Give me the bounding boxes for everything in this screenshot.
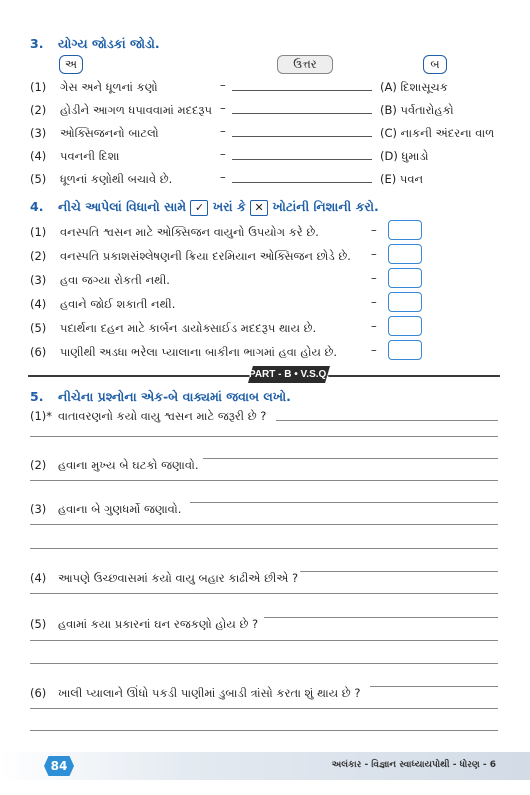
tf-answer-box[interactable] [388,292,422,312]
question-text: ખાલી પ્યાલાને ઊંધો પકડી પાણીમાં ડુબાડી ત્રાંસો કરતા શું થાય છે ? [58,686,361,700]
cross-icon: ✕ [250,200,268,216]
answer-line[interactable] [30,593,498,594]
tf-statement: વનસ્પતિ શ્વસન માટે ઓક્સિજન વાયુનો ઉપયોગ કરે છે. [60,225,319,239]
short-question [30,617,258,632]
dash-mark: – [220,101,226,115]
row-number: (3) [30,126,47,140]
question-text: વાતાવરણનો કયો વાયુ શ્વસન માટે જરૂરી છે ? [58,409,267,423]
row-number: (4) [30,297,47,311]
row-number: (4) [30,571,47,585]
row-number: (3) [30,273,47,287]
match-answer-blank[interactable] [232,90,372,91]
part-banner-label: PART - B • V.S.Q. [248,369,330,380]
q5-title: નીચેના પ્રશ્નોના એક-બે વાક્યમાં જવાબ લખો. [58,389,291,404]
match-row [30,149,119,164]
row-number: (2) [30,458,47,472]
answer-line[interactable] [30,480,498,481]
dash-mark: – [371,223,377,237]
dash-mark: – [371,343,377,357]
answer-line[interactable] [300,571,498,572]
short-question [30,458,199,473]
match-row [30,126,159,141]
tf-statement: હવા જગ્યા રોકતી નથી. [60,273,170,287]
match-left-text: ઓક્સિજનનો બાટલો [60,126,159,140]
dash-mark: – [371,247,377,261]
question-text: હવામાં કયા પ્રકારનાં ઘન રજકણો હોય છે ? [58,617,259,631]
tf-row [30,297,175,312]
row-number: (4) [30,149,47,163]
answer-line[interactable] [203,458,498,459]
match-answer-blank[interactable] [232,182,372,183]
dash-mark: – [220,170,226,184]
match-answer-blank[interactable] [232,159,372,160]
tf-statement: પદાર્થના દહન માટે કાર્બન ડાયોક્સાઈડ મદદરૂપ થાય છે. [60,321,317,335]
q4-title-pre: નીચે આપેલાં વિધાનો સામે [58,199,187,214]
q4-title-mid: ખરાં કે [212,199,246,214]
match-row [30,172,172,187]
question-text: હવાના મુખ્ય બે ઘટકો જણાવો. [58,458,199,472]
match-row [30,80,158,95]
tf-row [30,249,351,264]
tf-row [30,225,319,240]
match-answer-blank[interactable] [232,136,372,137]
tf-row [30,273,170,288]
question-text: આપણે ઉચ્છવાસમાં કયો વાયુ બહાર કાઢીએ છીએ ? [58,571,299,585]
q3-number: 3. [30,36,44,51]
match-right-text: (B) પર્વતારોહકો [380,103,454,117]
tick-icon: ✓ [190,200,208,216]
match-row [30,103,212,118]
tf-answer-box[interactable] [388,268,422,288]
answer-line[interactable] [30,640,498,641]
answer-line[interactable] [30,708,498,709]
row-number: (6) [30,686,47,700]
tf-answer-box[interactable] [388,220,422,240]
row-number: (5) [30,617,47,631]
row-number: (1) [30,80,47,94]
row-number: (5) [30,172,47,186]
q3-title: યોગ્ય જોડકાં જોડો. [58,36,160,51]
q4-heading [30,199,379,216]
page-number: 84 [50,759,68,773]
dash-mark: – [220,147,226,161]
short-question [30,571,298,586]
short-question [30,502,181,517]
match-left-text: હોડીને આગળ ધપાવવામાં મદદરૂપ [60,103,213,117]
row-number: (6) [30,345,47,359]
answer-line[interactable] [276,420,498,421]
q3-heading [30,36,160,52]
dash-mark: – [371,319,377,333]
match-left-text: પવનની દિશા [60,149,120,163]
q5-number: 5. [30,389,44,404]
row-number: (3) [30,502,47,516]
match-left-text: ધૂળનાં કણોથી બચાવે છે. [60,172,173,186]
column-b-label: બ [423,55,447,74]
footer-title: અલંકાર - વિજ્ઞાન સ્વાધ્યાયપોથી - ધોરણ - 6 [331,760,496,770]
tf-answer-box[interactable] [388,340,422,360]
answer-line[interactable] [30,524,498,525]
column-answer-label: ઉત્તર [277,55,333,74]
row-number: (2) [30,249,47,263]
tf-row [30,321,316,336]
row-number: (5) [30,321,47,335]
question-text: હવાના બે ગુણધર્મો જણાવો. [58,502,182,516]
match-answer-blank[interactable] [232,113,372,114]
dash-mark: – [371,271,377,285]
column-a-label: અ [59,55,83,74]
match-left-text: ગેસ અને ધૂળનાં કણો [60,80,158,94]
tf-statement: વનસ્પતિ પ્રકાશસંશ્લેષણની ક્રિયા દરમિયાન ઓક્સિજન છોડે છે. [60,249,351,263]
q5-heading [30,389,291,405]
tf-row [30,345,337,360]
short-question [30,409,266,424]
answer-line[interactable] [30,730,498,731]
match-right-text: (C) નાકની અંદરના વાળ [380,126,495,140]
tf-statement: પાણીથી અડધા ભરેલા પ્યાલાના બાકીના ભાગમાં હવા હોય છે. [60,345,338,359]
answer-line[interactable] [264,617,498,618]
tf-statement: હવાને જોઈ શકાતી નથી. [60,297,176,311]
tf-answer-box[interactable] [388,316,422,336]
answer-line[interactable] [30,548,498,549]
match-right-text: (E) પવન [380,172,424,186]
row-number: (1)* [30,409,53,423]
dash-mark: – [220,124,226,138]
q4-title-post: ખોટાંની નિશાની કરો. [272,199,379,214]
answer-line[interactable] [30,663,498,664]
row-number: (2) [30,103,47,117]
match-right-text: (D) ધુમાડો [380,149,429,163]
answer-line[interactable] [190,502,498,503]
dash-mark: – [220,78,226,92]
match-right-text: (A) દિશાસૂચક [380,80,448,94]
answer-line[interactable] [370,686,498,687]
dash-mark: – [371,295,377,309]
answer-line[interactable] [30,436,498,437]
tf-answer-box[interactable] [388,244,422,264]
row-number: (1) [30,225,47,239]
short-question [30,686,360,701]
q4-number: 4. [30,199,44,214]
